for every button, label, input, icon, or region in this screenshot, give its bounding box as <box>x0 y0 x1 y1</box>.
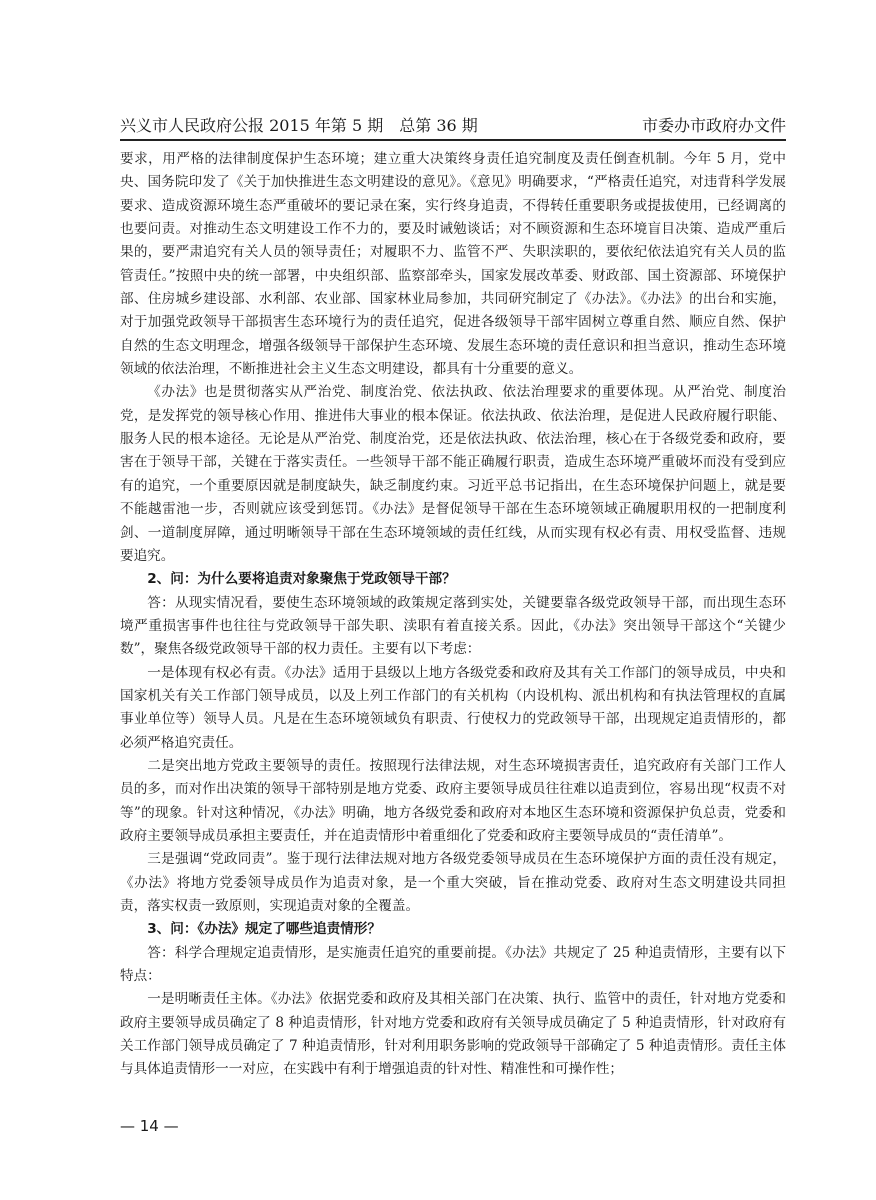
page-number: — 14 — <box>120 1117 179 1135</box>
paragraph: 一是明晰责任主体。《办法》依据党委和政府及其相关部门在决策、执行、监管中的责任，针对地方党委和政府主要领导成员确定了 8 种追责情形，针对地方党委和政府有关领导成员确定了 5 种追责情形，针对政府有关工作部门领导成员确定了 7 种追责情形，针对利用职务影响的党政领导干部确定了 5 种追责情形。责任主体与具体追责情形一一对应，在实践中有利于增强追责的针对性、精准性和可操作性； <box>120 991 786 1078</box>
header-divider <box>120 139 786 141</box>
header-publication-title: 兴义市人民政府公报 2015 年第 5 期 总第 36 期 <box>120 116 478 135</box>
article-body <box>120 148 786 1082</box>
header-section-title: 市委办市政府办文件 <box>641 116 786 135</box>
paragraph: 一是体现有权必有责。《办法》适用于县级以上地方各级党委和政府及其有关工作部门的领导成员，中央和国家机关有关工作部门领导成员，以及上列工作部门的有关机构（内设机构、派出机构和有执法管理权的直属事业单位等）领导人员。凡是在生态环境领域负有职责、行使权力的党政领导干部，出现规定追责情形的，都必须严格追究责任。 <box>120 664 786 751</box>
paragraph: 《办法》也是贯彻落实从严治党、制度治党、依法执政、依法治理要求的重要体现。从严治党、制度治党，是发挥党的领导核心作用、推进伟大事业的根本保证。依法执政、依法治理，是促进人民政府履行职能、服务人民的根本途径。无论是从严治党、制度治党，还是依法执政、依法治理，核心在于各级党委和政府，要害在于领导干部，关键在于落实责任。一些领导干部不能正确履行职责，造成生态环境严重破坏而没有受到应有的追究，一个重要原因就是制度缺失，缺乏制度约束。习近平总书记指出，在生态环境保护问题上，就是要不能越雷池一步，否则就应该受到惩罚。《办法》是督促领导干部在生态环境领域正确履职用权的一把制度利剑、一道制度屏障，通过明晰领导干部在生态环境领域的责任红线，从而实现有权必有责、用权受监督、违规要追究。 <box>120 384 786 564</box>
paragraph: 要求，用严格的法律制度保护生态环境；建立重大决策终身责任追究制度及责任倒查机制。今年 5 月，党中央、国务院印发了《关于加快推进生态文明建设的意见》。《意见》明确要求，“严格责任追究，对违背科学发展要求、造成资源环境生态严重破坏的要记录在案，实行终身追责，不得转任重要职务或提拔使用，已经调离的也要问责。对推动生态文明建设工作不力的，要及时诫勉谈话；对不顾资源和生态环境盲目决策、造成严重后果的，要严肃追究有关人员的领导责任；对履职不力、监管不严、失职渎职的，要依纪依法追究有关人员的监管责任。”按照中央的统一部署，中央组织部、监察部牵头，国家发展改革委、财政部、国土资源部、环境保护部、住房城乡建设部、水利部、农业部、国家林业局参加，共同研究制定了《办法》。《办法》的出台和实施，对于加强党政领导干部损害生态环境行为的责任追究，促进各级领导干部牢固树立尊重自然、顺应自然、保护自然的生态文明理念，增强各级领导干部保护生态环境、发展生态环境的责任意识和担当意识，推动生态环境领域的依法治理，不断推进社会主义生态文明建设，都具有十分重要的意义。 <box>120 151 786 378</box>
paragraph: 三是强调“党政同责”。鉴于现行法律法规对地方各级党委领导成员在生态环境保护方面的责任没有规定，《办法》将地方党委领导成员作为追责对象，是一个重大突破，旨在推动党委、政府对生态文明建设共同担责，落实权责一致原则，实现追责对象的全覆盖。 <box>120 851 786 914</box>
paragraph: 二是突出地方党政主要领导的责任。按照现行法律法规，对生态环境损害责任，追究政府有关部门工作人员的多，而对作出决策的领导干部特别是地方党委、政府主要领导成员往往难以追责到位，容易出现“权责不对等”的现象。针对这种情况，《办法》明确，地方各级党委和政府对本地区生态环境和资源保护负总责，党委和政府主要领导成员承担主要责任，并在追责情形中着重细化了党委和政府主要领导成员的“责任清单”。 <box>120 757 786 844</box>
paragraph: 答：科学合理规定追责情形，是实施责任追究的重要前提。《办法》共规定了 25 种追责情形，主要有以下特点： <box>120 944 786 985</box>
page-header <box>120 108 786 136</box>
question-heading: 2、问：为什么要将追责对象聚焦于党政领导干部？ <box>147 571 456 588</box>
question-heading: 3、问：《办法》规定了哪些追责情形？ <box>147 921 381 938</box>
paragraph: 答：从现实情况看，要使生态环境领域的政策规定落到实处，关键要靠各级党政领导干部，而出现生态环境严重损害事件也往往与党政领导干部失职、渎职有着直接关系。因此，《办法》突出领导干部这个“关键少数”，聚焦各级党政领导干部的权力责任。主要有以下考虑： <box>120 594 786 658</box>
